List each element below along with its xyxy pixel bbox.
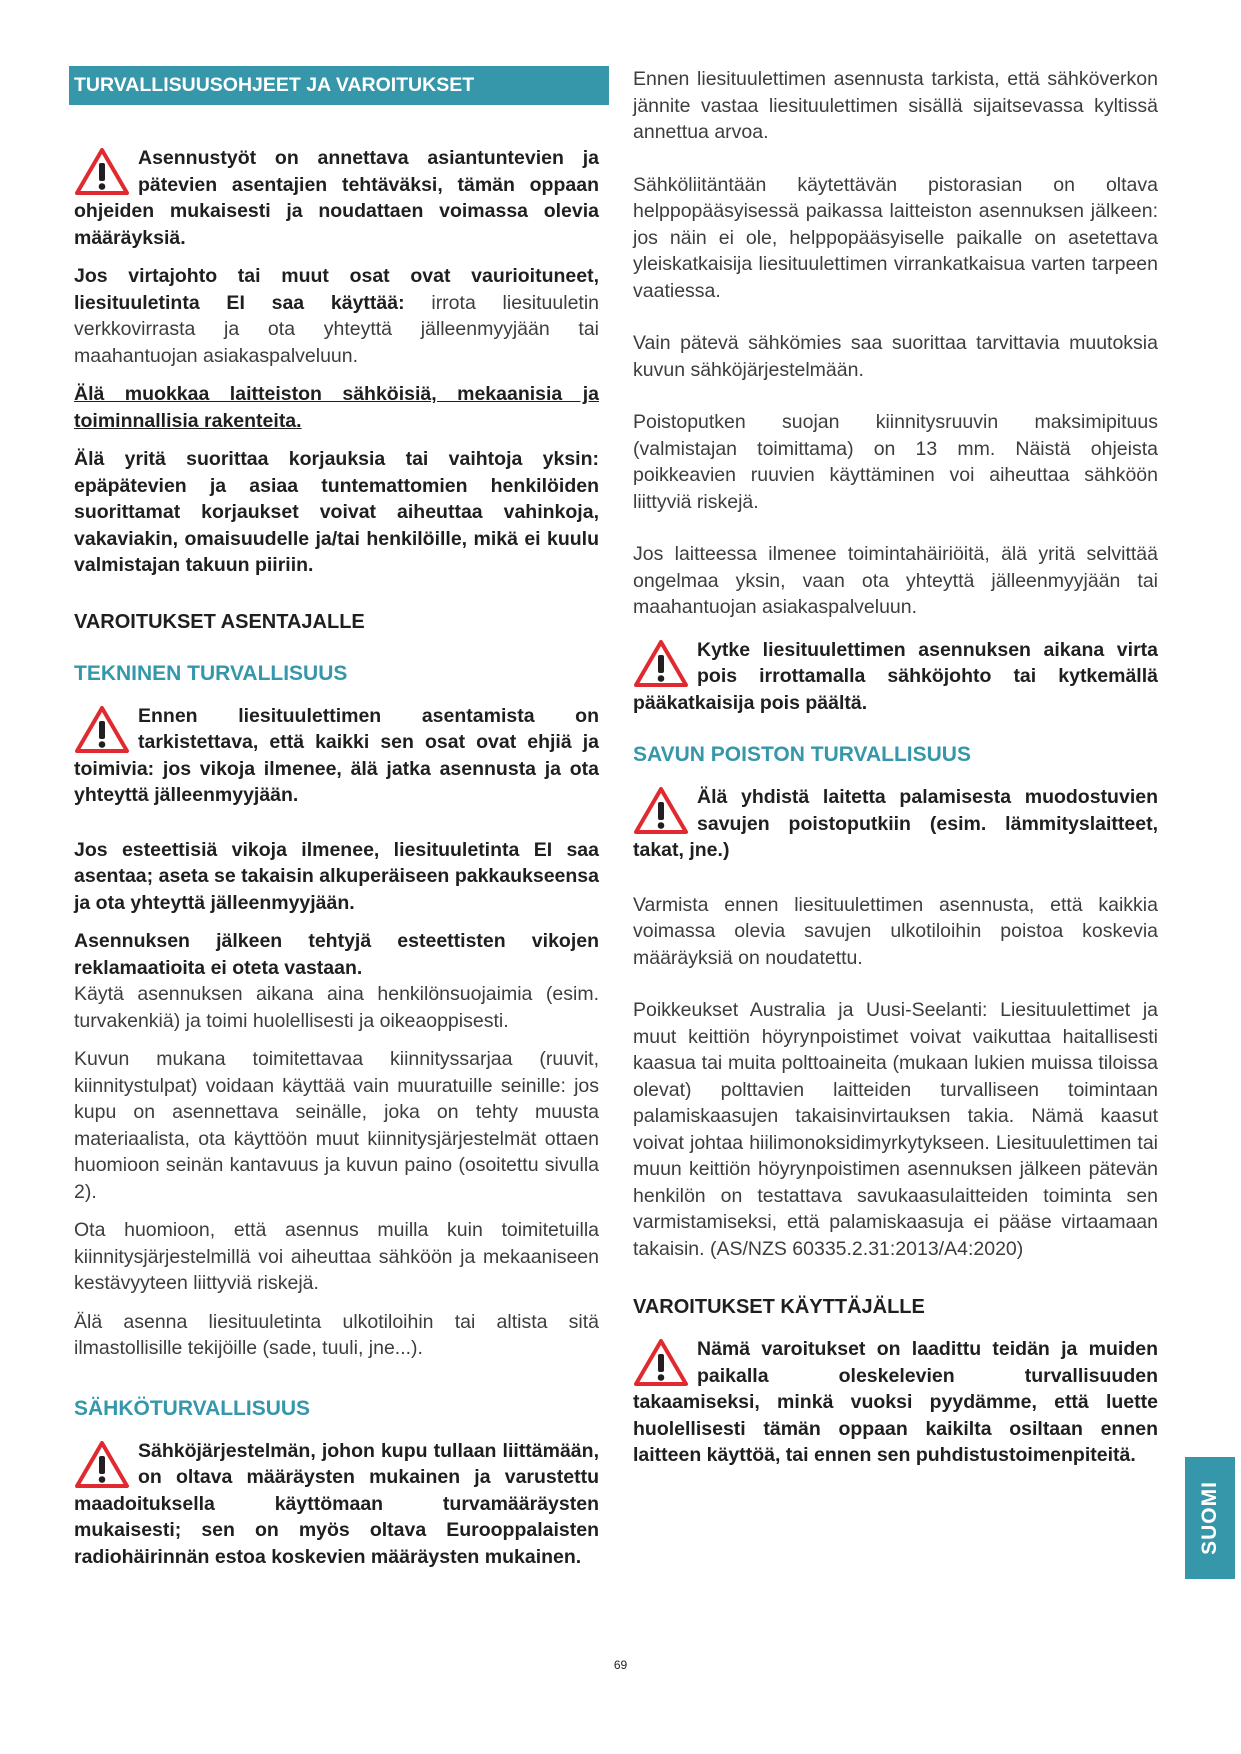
paragraph-other-fixings: Ota huomioon, että asennus muilla kuin toimitetuilla kiinnitysjärjestelmillä voi aiheuttaa sähköön ja mekaaniseen kestävyyteen liittyviä riskejä. [74,1219,599,1294]
warning-icon [74,1440,130,1490]
paragraph-protective-gear: Käytä asennuksen aikana aina henkilönsuojaimia (esim. turvakenkiä) ja toimi huolellisesti ja oikeaoppisesti. [74,983,599,1032]
warning-check-parts [74,703,599,809]
warning-text: Kytke liesituulettimen asennuksen aikana virta pois irrottamalla sähköjohto tai kytkemällä pääkatkaisija pois päältä. [633,638,1158,714]
warning-text: Nämä varoitukset on laadittu teidän ja muiden paikalla oleskelevien turvallisuuden takaamiseksi, minkä vuoksi pyydämme, että luette huolellisesti tämän oppaan kaikilta osiltaan ennen laitteen käyttöä, tai ennen sen puhdistustoimenpiteitä. [633,1338,1158,1466]
left-column [74,66,599,1570]
warning-power-off [633,637,1158,717]
warning-text: Älä yhdistä laitetta palamisesta muodostuvien savujen poistoputkiin (esim. lämmityslaitteet, takat, jne.) [633,786,1158,861]
warning-text: Ennen liesituulettimen asentamista on tarkistettava, että kaikki sen osat ovat ehjiä ja toimivia: jos vikoja ilmenee, älä jatka asennusta ja ota yhteyttä jälleenmyyjään. [74,704,599,806]
warning-icon [74,705,130,755]
section-header-safety: TURVALLISUUSOHJEET JA VAROITUKSET [69,66,609,105]
paragraph-outdoors: Älä asenna liesituuletinta ulkotiloihin tai altista sitä ilmastollisille tekijöille (sade, tuuli, jne...). [74,1310,599,1359]
heading-installer-warnings: VAROITUKSET ASENTAJALLE [74,610,365,633]
warning-flue [633,784,1158,864]
warning-icon [74,147,130,197]
warning-text: Asennustyöt on annettava asiantuntevien ja pätevien asentajien tehtäväksi, tämän oppaan ohjeiden mukaisesti ja noudattaen voimassa olevia määräyksiä. [74,147,599,249]
paragraph-no-modifications: Älä muokkaa laitteiston sähköisiä, mekaanisia ja toiminnallisia rakenteita. [74,383,599,432]
body-text: irrota liesituuletin verkkovirrasta ja ota yhteyttä jälleenmyyjään tai maahantuojan asiakaspalveluun. [74,291,600,367]
bold-text: Jos virtajohto tai muut osat ovat vaurioituneet, liesituuletinta EI saa käyttää: [74,265,599,314]
warning-icon [633,1338,689,1388]
paragraph-electrician: Vain pätevä sähkömies saa suorittaa tarvittavia muutoksia kuvun sähköjärjestelmään. [633,332,1158,381]
paragraph-damaged-cord [74,263,599,369]
heading-electrical-safety: SÄHKÖTURVALLISUUS [74,1396,311,1420]
language-tab-label: SUOMI [1198,1481,1221,1555]
paragraph-malfunction: Jos laitteessa ilmenee toimintahäiriöitä, älä yritä selvittää ongelmaa yksin, vaan ota yhteyttä jälleenmyyjään tai maahantuojan asiakaspalveluun. [633,543,1158,618]
heading-user-warnings: VAROITUKSET KÄYTTÄJÄLLE [633,1296,925,1318]
paragraph-no-claims: Asennuksen jälkeen tehtyjä esteettisten vikojen reklamaatioita ei oteta vastaan. [74,930,599,979]
warning-icon [633,786,689,836]
warning-installation [74,145,599,251]
paragraph-screw-length: Poistoputken suojan kiinnitysruuvin maksimipituus (valmistajan toimittama) on 13 mm. Näistä ohjeista poikkeavien ruuvien käyttäminen voi aiheuttaa sähköön liittyviä riskejä. [633,411,1158,513]
heading-smoke-safety: SAVUN POISTON TURVALLISUUS [633,743,971,766]
warning-user-safety [633,1336,1158,1469]
paragraph-australia-nz: Poikkeukset Australia ja Uusi-Seelanti: Liesituulettimet ja muut keittiön höyrynpoistimet voivat vaikuttaa haitallisesti kaasua tai muita polttoaineita (mukaan lukien muissa tiloissa olevat) polttavien laitteiden turvalliseen toimintaan palamiskaasujen takaisinvirtauksen takia. Nämä kaasut voivat johtaa hiilimonoksidimyrkytykseen. Liesituulettimen tai muun keittiön höyrynpoistimen asennuksen jälkeen pätevän henkilön on testattava savukaasulaitteiden toiminta sen varmistamiseksi, että palamiskaasuja ei pääse virtaamaan takaisin. (AS/NZS 60335.2.31:2013/A4:2020) [633,999,1158,1260]
page-number: 69 [613,1658,628,1672]
paragraph-no-repairs: Älä yritä suorittaa korjauksia tai vaihtoja yksin: epäpätevien ja asiaa tuntemattomien henkilöiden suorittamat korjaukset voivat aiheuttaa vahinkoja, vakaviakin, omaisuudelle ja/tai henkilöille, mikä ei kuulu valmistajan takuun piiriin. [74,448,599,576]
right-column [633,66,1158,1469]
heading-technical-safety: TEKNINEN TURVALLISUUS [74,661,348,685]
paragraph-aesthetic-defects: Jos esteettisiä vikoja ilmenee, liesituuletinta EI saa asentaa; aseta se takaisin alkuperäiseen pakkaukseensa ja ota yhteyttä jälleenmyyjään. [74,838,599,914]
language-tab [1185,1457,1235,1579]
warning-text: Sähköjärjestelmän, johon kupu tullaan liittämään, on oltava määräysten mukainen ja varustettu maadoituksella käyttömaan turvamääräysten mukaisesti; sen on myös oltava Eurooppalaisten radiohäirinnän estoa koskevien määräysten mukainen. [74,1439,599,1568]
paragraph-socket: Sähköliitäntään käytettävän pistorasian on oltava helppopääsyisessä paikassa laitteiston asennuksen jälkeen: jos näin ei ole, helppopääsyiselle paikalle on asetettava yleiskatkaisija liesituulettimen virrankatkaisua varten tarpeen vaatiessa. [633,173,1158,302]
warning-electrical-system [74,1438,599,1571]
paragraph-voltage: Ennen liesituulettimen asennusta tarkista, että sähköverkon jännite vastaa liesituulettimen sisällä sijaitsevassa kyltissä annettua arvoa. [633,68,1158,143]
warning-icon [633,639,689,689]
paragraph-regulations: Varmista ennen liesituulettimen asennusta, että kaikkia voimassa olevia savujen ulkotiloihin poistoa koskevia määräyksiä on noudatettu. [633,893,1158,969]
paragraph-fixing-kit: Kuvun mukana toimitettavaa kiinnityssarjaa (ruuvit, kiinnitystulpat) voidaan käyttää vain muuratuille seinille: jos kupu on asennettava seinälle, joka on tehty muusta materiaalista, ota käyttöön muut kiinnitysjärjestelmät ottaen huomioon seinän kantavuus ja kuvun paino (osoitettu sivulla 2). [74,1048,599,1203]
